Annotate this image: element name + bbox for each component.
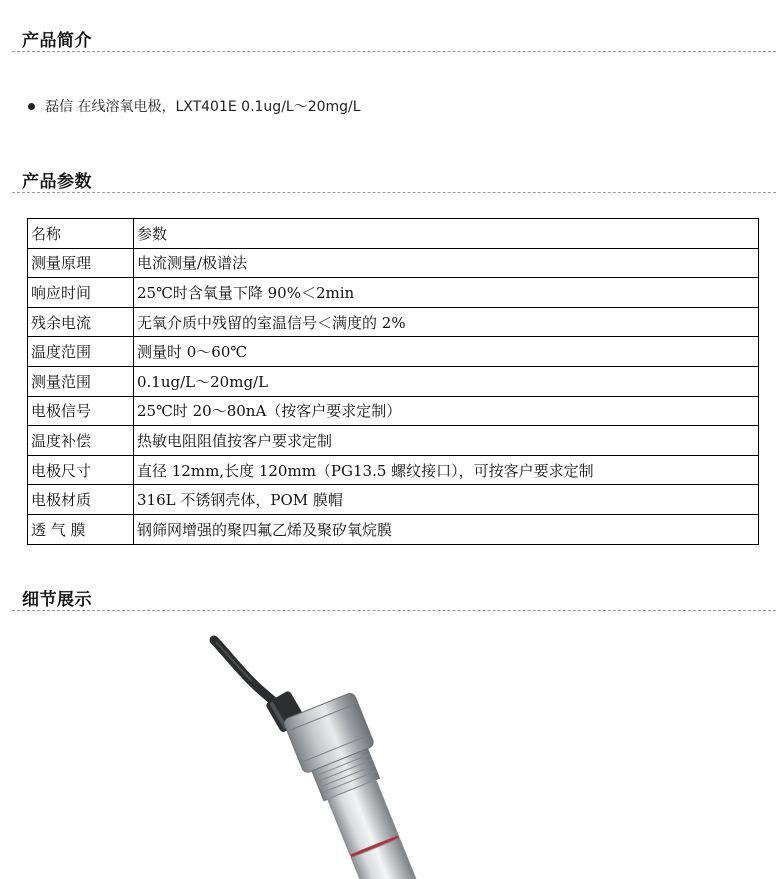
param-name: 测量范围 bbox=[28, 366, 134, 396]
param-name: 电极尺寸 bbox=[28, 455, 134, 485]
table-row bbox=[28, 514, 759, 544]
intro-list-item bbox=[28, 96, 361, 116]
param-value: 316L 不锈钢壳体，POM 膜帽 bbox=[134, 485, 759, 515]
table-row bbox=[28, 426, 759, 456]
param-name: 电极材质 bbox=[28, 485, 134, 515]
param-value: 电流测量/极谱法 bbox=[134, 248, 759, 278]
param-name: 测量原理 bbox=[28, 248, 134, 278]
param-name: 响应时间 bbox=[28, 278, 134, 308]
table-row bbox=[28, 307, 759, 337]
section-divider bbox=[12, 610, 776, 611]
bullet-icon bbox=[28, 103, 35, 110]
table-row bbox=[28, 219, 759, 249]
electrode-photo bbox=[0, 615, 776, 879]
param-value: 25℃时含氧量下降 90%＜2min bbox=[134, 278, 759, 308]
section-title-intro: 产品简介 bbox=[22, 31, 92, 51]
table-row bbox=[28, 396, 759, 426]
param-name: 温度补偿 bbox=[28, 426, 134, 456]
table-row bbox=[28, 278, 759, 308]
param-name: 温度范围 bbox=[28, 337, 134, 367]
param-name: 电极信号 bbox=[28, 396, 134, 426]
param-value: 直径 12mm,长度 120mm（PG13.5 螺纹接口），可按客户要求定制 bbox=[134, 455, 759, 485]
section-divider bbox=[12, 51, 776, 52]
param-value: 测量时 0～60℃ bbox=[134, 337, 759, 367]
table-row bbox=[28, 455, 759, 485]
param-value: 钢筛网增强的聚四氟乙烯及聚矽氧烷膜 bbox=[134, 514, 759, 544]
table-row bbox=[28, 366, 759, 396]
table-row bbox=[28, 485, 759, 515]
params-table bbox=[27, 218, 759, 545]
section-title-details: 细节展示 bbox=[22, 590, 92, 610]
param-name: 残余电流 bbox=[28, 307, 134, 337]
intro-text: 磊信 在线溶氧电极，LXT401E 0.1ug/L～20mg/L bbox=[45, 99, 361, 115]
param-value: 参数 bbox=[134, 219, 759, 249]
param-value: 0.1ug/L～20mg/L bbox=[134, 366, 759, 396]
table-row bbox=[28, 337, 759, 367]
section-divider bbox=[12, 192, 776, 193]
param-value: 热敏电阻阻值按客户要求定制 bbox=[134, 426, 759, 456]
param-name: 透 气 膜 bbox=[28, 514, 134, 544]
param-value: 无氧介质中残留的室温信号＜满度的 2% bbox=[134, 307, 759, 337]
param-name: 名称 bbox=[28, 219, 134, 249]
param-value: 25℃时 20～80nA（按客户要求定制） bbox=[134, 396, 759, 426]
table-row bbox=[28, 248, 759, 278]
section-title-params: 产品参数 bbox=[22, 172, 92, 192]
